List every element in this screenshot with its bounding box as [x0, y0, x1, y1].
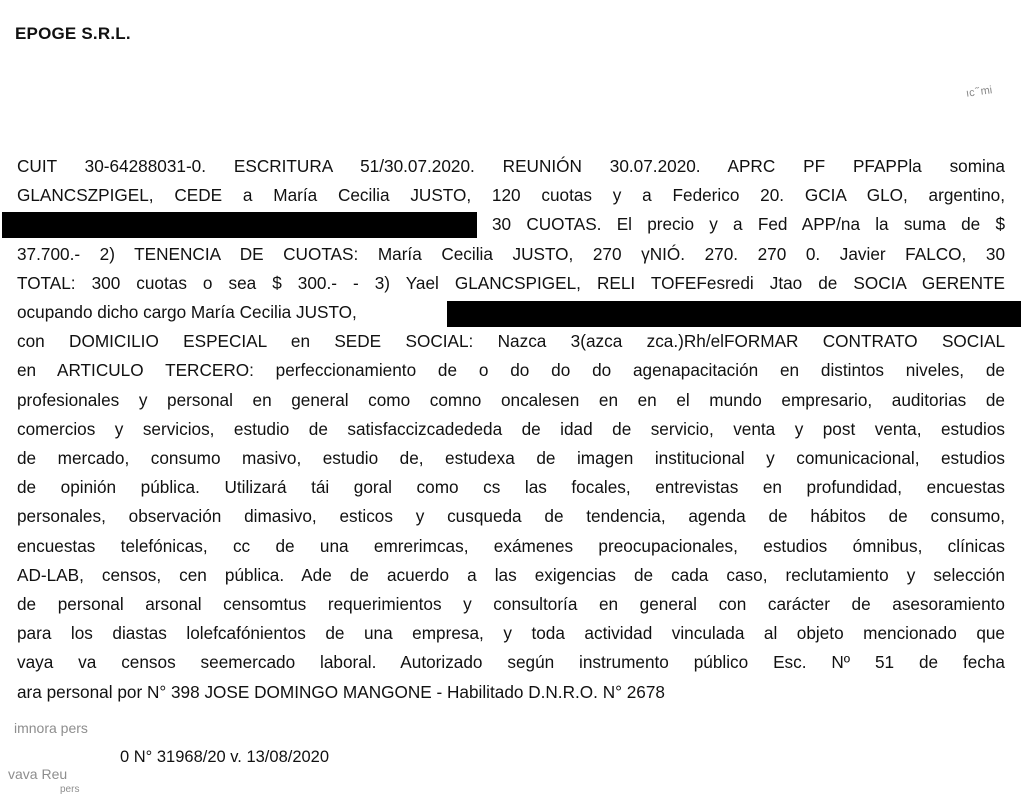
body-line-1: CUIT 30-64288031-0. ESCRITURA 51/30.07.2020. REUNIÓN 30.07.2020. APRC PF PFAPPla somina	[17, 156, 1005, 176]
body-line-9: profesionales y personal en general como comno oncalesen en en el mundo empresario, auditorias de	[17, 389, 1005, 410]
company-name: EPOGE S.R.L.	[15, 24, 131, 43]
body-line-3	[17, 210, 1005, 239]
body-line-13: personales, observación dimasivo, esticos y cusqueda de tendencia, agenda de hábitos de consumo,	[17, 506, 1005, 527]
body-line-2: GLANCSZPIGEL, CEDE a María Cecilia JUSTO, 120 cuotas y a Federico 20. GCIA GLO, argentino,	[17, 185, 1005, 206]
body-line-10: comercios y servicios, estudio de satisfaccizcadededa de idad de servicio, venta y post venta, estudios	[17, 418, 1005, 439]
body-line-4: 37.700.- 2) TENENCIA DE CUOTAS: María Cecilia JUSTO, 270 γNIÓ. 270. 270 0. Javier FALCO, 30	[17, 243, 1005, 264]
body-line-17: para los diastas lolefcafónientos de una empresa, y toda actividad vinculada al objeto mencionado que	[17, 623, 1005, 644]
body-line-15: AD-LAB, censos, cen pública. Ade de acuerdo a las exigencias de cada caso, reclutamiento y selección	[17, 564, 1005, 585]
redaction-bar	[447, 301, 1021, 327]
ghost-text: pers	[60, 784, 80, 795]
body-line-8: en ARTICULO TERCERO: perfeccionamiento de o do do do agenapacitación en distintos niveles, de	[17, 360, 1005, 381]
ghost-text: vava Reu	[8, 766, 68, 782]
body-line-7: con DOMICILIO ESPECIAL en SEDE SOCIAL: Nazca 3(azca zca.)Rh/elFORMAR CONTRATO SOCIAL	[17, 331, 1005, 352]
publication-number: 0 N° 31968/20 v. 13/08/2020	[120, 748, 330, 766]
body-line-6-text: ocupando dicho cargo María Cecilia JUSTO,	[17, 302, 357, 323]
redaction-bar	[2, 212, 477, 238]
ghost-text: imnora pers	[14, 720, 88, 736]
body-line-14: encuestas telefónicas, cc de una emrerimcas, exámenes preocupacionales, estudios ómnibus, clínicas	[17, 535, 1005, 556]
body-line-16: de personal arsonal censomtus requerimientos y consultoría en general con carácter de asesoramiento	[17, 594, 1005, 615]
body-line-12: de opinión pública. Utilizará tái goral como cs las focales, entrevistas en profundidad, encuestas	[17, 477, 1005, 498]
body-line-18: vaya va censos seemercado laboral. Autorizado según instrumento público Esc. Nº 51 de fecha	[17, 652, 1005, 673]
edict-body	[17, 152, 1005, 707]
body-line-5: TOTAL: 300 cuotas o sea $ 300.- - 3) Yael GLANCSPIGEL, RELI TOFEFesredi Jtao de SOCIA GERENTE	[17, 272, 1005, 293]
body-line-3-text: 30 CUOTAS. El precio y a Fed APP/na la suma de $	[492, 214, 1005, 235]
corner-mark: ıᴄ ᷉ mi	[965, 84, 993, 100]
body-line-11: de mercado, consumo masivo, estudio de, estudexa de imagen institucional y comunicacional, estudios	[17, 448, 1005, 469]
body-line-6	[17, 298, 1005, 327]
body-line-19: ara personal por N° 398 JOSE DOMINGO MANGONE - Habilitado D.N.R.O. N° 2678	[17, 681, 665, 702]
